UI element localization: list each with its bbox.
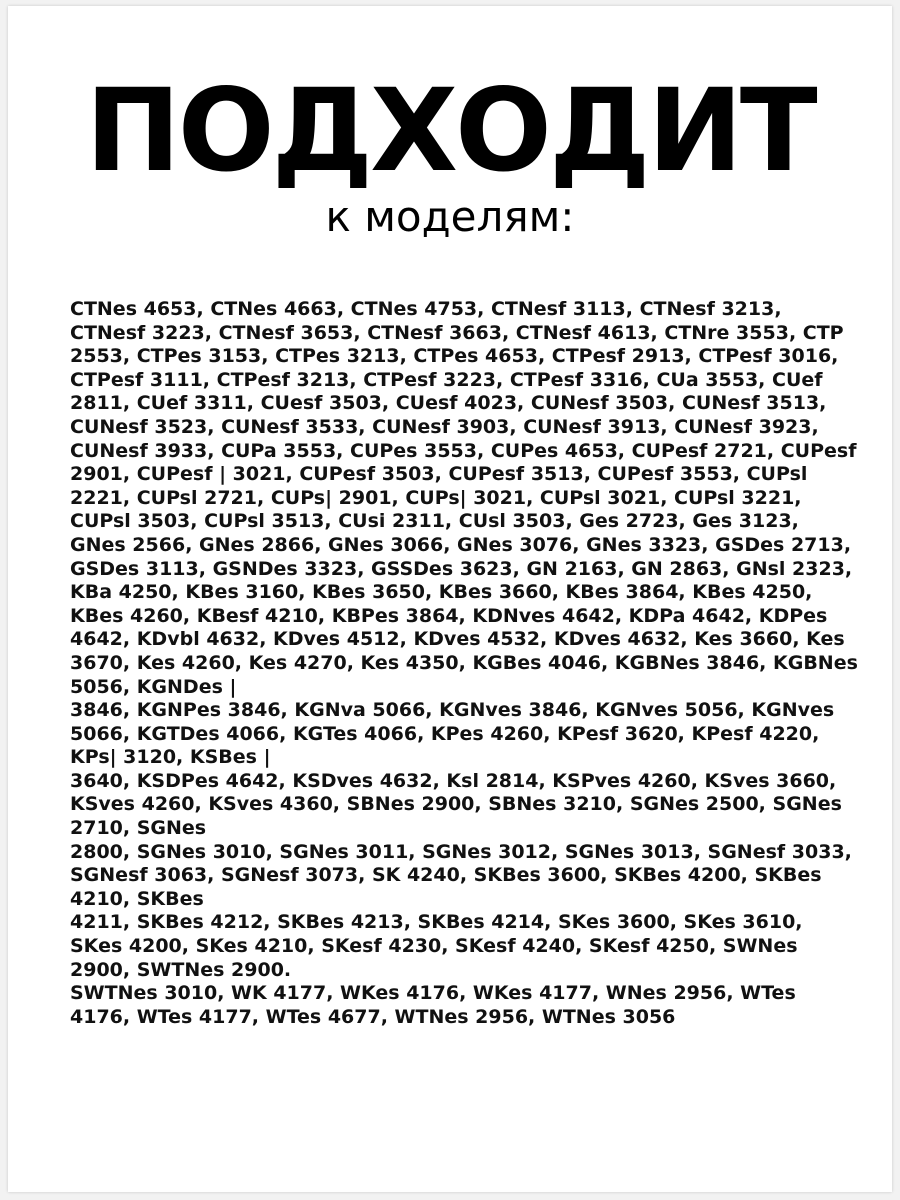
page-subtitle: к моделям: xyxy=(325,192,575,241)
compatible-models-list: CTNes 4653, CTNes 4663, CTNes 4753, CTNesf 3113, CTNesf 3213, CTNesf 3223, CTNesf 3653, CTNesf 3663, CTNesf 4613, CTNre 3553, CTP 2553, CTPes 3153, CTPes 3213, CTPes 4653, CTPesf 2913, CTPesf 3016, CTPesf 3111, CTPesf 3213, CTPesf 3223, CTPesf 3316, CUa 3553, CUef 2811, CUef 3311, CUesf 3503, CUesf 4023, CUNesf 3503, CUNesf 3513, CUNesf 3523, CUNesf 3533, CUNesf 3903, CUNesf 3913, CUNesf 3923, CUNesf 3933, CUPa 3553, CUPes 3553, CUPes 4653, CUPesf 2721, CUPesf 2901, CUPesf | 3021, CUPesf 3503, CUPesf 3513, CUPesf 3553, CUPsl 2221, CUPsl 2721, CUPs| 2901, CUPs| 3021, CUPsl 3021, CUPsl 3221, CUPsl 3503, CUPsl 3513, CUsi 2311, CUsl 3503, Ges 2723, Ges 3123, GNes 2566, GNes 2866, GNes 3066, GNes 3076, GNes 3323, GSDes 2713, GSDes 3113, GSNDes 3323, GSSDes 3623, GN 2163, GN 2863, GNsl 2323, KBa 4250, KBes 3160, KBes 3650, KBes 3660, KBes 3864, KBes 4250, KBes 4260, KBesf 4210, KBPes 3864, KDNves 4642, KDPa 4642, KDPes 4642, KDvbl 4632, KDves 4512, KDves 4532, KDves 4632, Kes 3660, Kes 3670, Kes 4260, Kes 4270, Kes 4350, KGBes 4046, KGBNes 3846, KGBNes 5056, KGNDes | 3846, KGNPes 3846, KGNva 5066, KGNves 3846, KGNves 5056, KGNves 5066, KGTDes 4066, KGTes 4066, KPes 4260, KPesf 3620, KPesf 4220, KPs| 3120, KSBes | 3640, KSDPes 4642, KSDves 4632, Ksl 2814, KSPves 4260, KSves 3660, KSves 4260, KSves 4360, SBNes 2900, SBNes 3210, SGNes 2500, SGNes 2710, SGNes 2800, SGNes 3010, SGNes 3011, SGNes 3012, SGNes 3013, SGNesf 3033, SGNesf 3063, SGNesf 3073, SK 4240, SKBes 3600, SKBes 4200, SKBes 4210, SKBes 4211, SKBes 4212, SKBes 4213, SKBes 4214, SKes 3600, SKes 3610, SKes 4200, SKes 4210, SKesf 4230, SKesf 4240, SKesf 4250, SWNes 2900, SWTNes 2900. SWTNes 3010, WK 4177, WKes 4176, WKes 4177, WNes 2956, WTes 4176, WTes 4177, WTes 4677, WTNes 2956, WTNes 3056 xyxy=(70,298,858,1028)
page-title: ПОДХОДИТ xyxy=(85,64,815,197)
product-card xyxy=(8,6,892,1192)
